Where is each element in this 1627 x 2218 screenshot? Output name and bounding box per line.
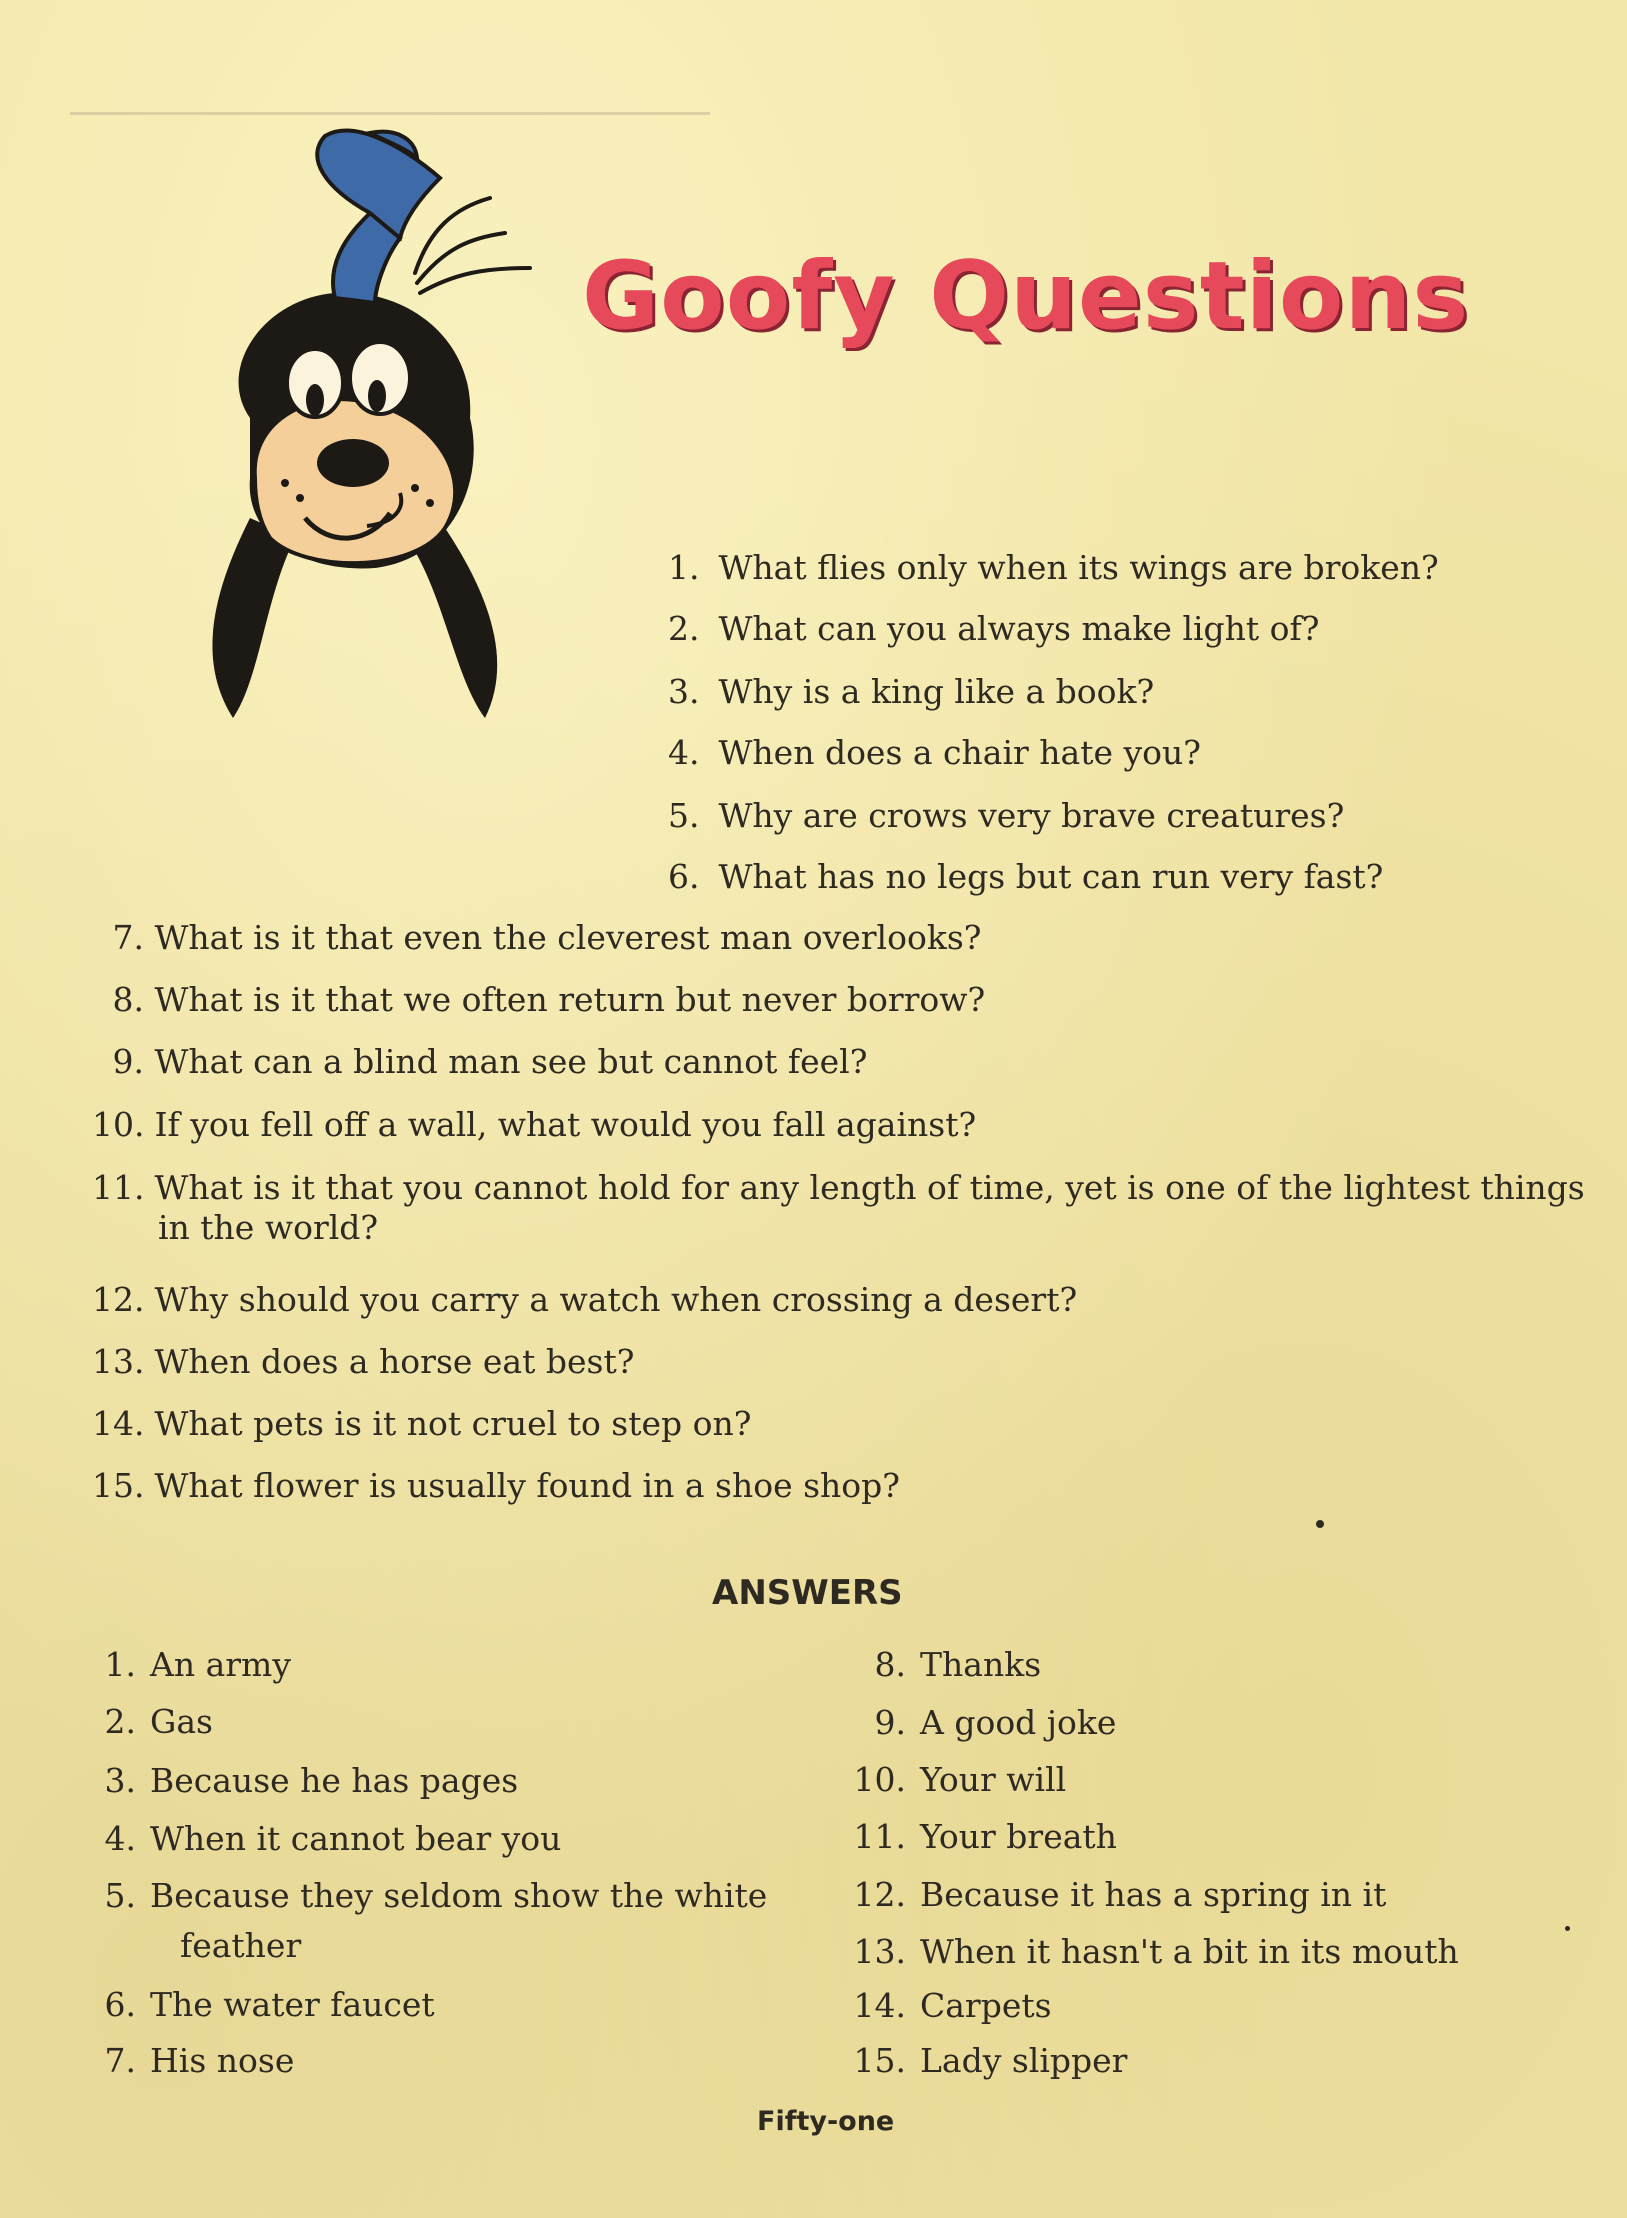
answer-item [836,1812,1117,1862]
answer-number: 12. [853,1875,906,1914]
answer-item [90,1756,518,1806]
question-number: 2. [668,609,700,648]
question-item [92,1042,867,1082]
question-text: If you fell off a wall, what would you fall against? [154,1105,977,1144]
answer-text: Carpets [920,1986,1052,2025]
question-number: 9. [112,1042,144,1081]
question-text: What has no legs but can run very fast? [718,857,1384,896]
answer-item [836,1870,1386,1920]
question-number: 10. [92,1105,145,1144]
question-number: 15. [92,1466,145,1505]
page-number: Fifty-one [757,2106,895,2137]
question-item [92,1280,1077,1320]
question-text: What flies only when its wings are broken? [718,548,1439,587]
answer-text: The water faucet [150,1985,435,2024]
question-number: 7. [112,918,144,957]
question-number: 14. [92,1404,145,1443]
question-text: Why is a king like a book? [718,672,1155,711]
answer-number: 3. [104,1761,136,1800]
question-item [92,1404,751,1444]
answer-number: 6. [104,1985,136,2024]
answer-item [90,1980,435,2030]
answer-text: His nose [150,2041,295,2080]
question-number: 4. [668,733,700,772]
answer-item [90,1871,767,1970]
question-text: What is it that you cannot hold for any length of time, yet is one of the lightest things in the world? [154,1168,1585,1248]
answer-text: Thanks [920,1645,1042,1684]
answer-item [836,1755,1066,1805]
answer-text: When it hasn't a bit in its mouth [920,1932,1459,1971]
goofy-hat-crown [317,131,440,238]
answer-item [90,1814,561,1864]
question-text: What can a blind man see but cannot feel? [154,1042,868,1081]
answer-number: 1. [104,1645,136,1684]
question-text: What is it that we often return but never borrow? [154,980,986,1019]
question-number: 8. [112,980,144,1019]
question-text: Why are crows very brave creatures? [718,796,1345,835]
answer-item [836,1640,1041,1690]
paper-speck [1565,1926,1570,1931]
question-number: 1. [668,548,700,587]
page-title: Goofy Questions [582,242,1470,351]
question-item [92,1342,634,1382]
answer-number: 10. [853,1760,906,1799]
answer-text: Because he has pages [150,1761,519,1800]
question-item [92,1168,1608,1249]
answer-number: 4. [104,1819,136,1858]
answer-item [90,1697,213,1747]
question-item [668,857,1383,897]
question-item [668,609,1319,649]
answer-number: 7. [104,2041,136,2080]
paper-speck [1316,1520,1324,1528]
question-number: 3. [668,672,700,711]
answer-item [836,1698,1116,1748]
answer-text: Because it has a spring in it [920,1875,1387,1914]
goofy-nose [317,439,389,487]
question-text: What is it that even the cleverest man overlooks? [154,918,982,957]
answer-item [836,2036,1127,2086]
question-number: 11. [92,1168,145,1207]
question-text: Why should you carry a watch when crossing a desert? [154,1280,1078,1319]
question-item [668,672,1154,712]
answer-number: 2. [104,1702,136,1741]
goofy-whiskers [415,198,530,293]
question-item [92,980,985,1020]
question-item [668,548,1439,588]
question-number: 12. [92,1280,145,1319]
question-number: 5. [668,796,700,835]
question-text: What flower is usually found in a shoe shop? [154,1466,900,1505]
answer-number: 14. [853,1986,906,2025]
question-item [92,918,981,958]
goofy-illustration [155,118,555,748]
answer-number: 13. [853,1932,906,1971]
answer-text: An army [150,1645,291,1684]
answer-text-continued: feather [180,1925,302,1965]
answer-text: Lady slipper [920,2041,1128,2080]
question-item [92,1466,900,1506]
answer-item [836,1927,1459,1977]
answer-number: 5. [104,1876,136,1915]
question-item [668,733,1201,773]
answer-text: Your will [920,1760,1067,1799]
answer-item [836,1981,1052,2031]
answer-item [90,2036,294,2086]
question-item [668,796,1344,836]
answer-number: 9. [874,1703,906,1742]
answer-item [90,1640,291,1690]
question-text: When does a horse eat best? [154,1342,635,1381]
question-text: What pets is it not cruel to step on? [154,1404,752,1443]
top-rule [70,112,710,115]
question-text: What can you always make light of? [718,609,1320,648]
answer-text: Gas [150,1702,213,1741]
answers-heading: ANSWERS [712,1573,903,1613]
answer-number: 11. [853,1817,906,1856]
answer-text: Because they seldom show the white [150,1876,768,1915]
goofy-right-ear [410,528,497,718]
question-item [92,1105,976,1145]
question-text: When does a chair hate you? [718,733,1201,772]
question-number: 13. [92,1342,145,1381]
answer-text: A good joke [920,1703,1117,1742]
question-number: 6. [668,857,700,896]
answer-text: Your breath [920,1817,1117,1856]
answer-text: When it cannot bear you [150,1819,562,1858]
answer-number: 8. [874,1645,906,1684]
answer-number: 15. [853,2041,906,2080]
